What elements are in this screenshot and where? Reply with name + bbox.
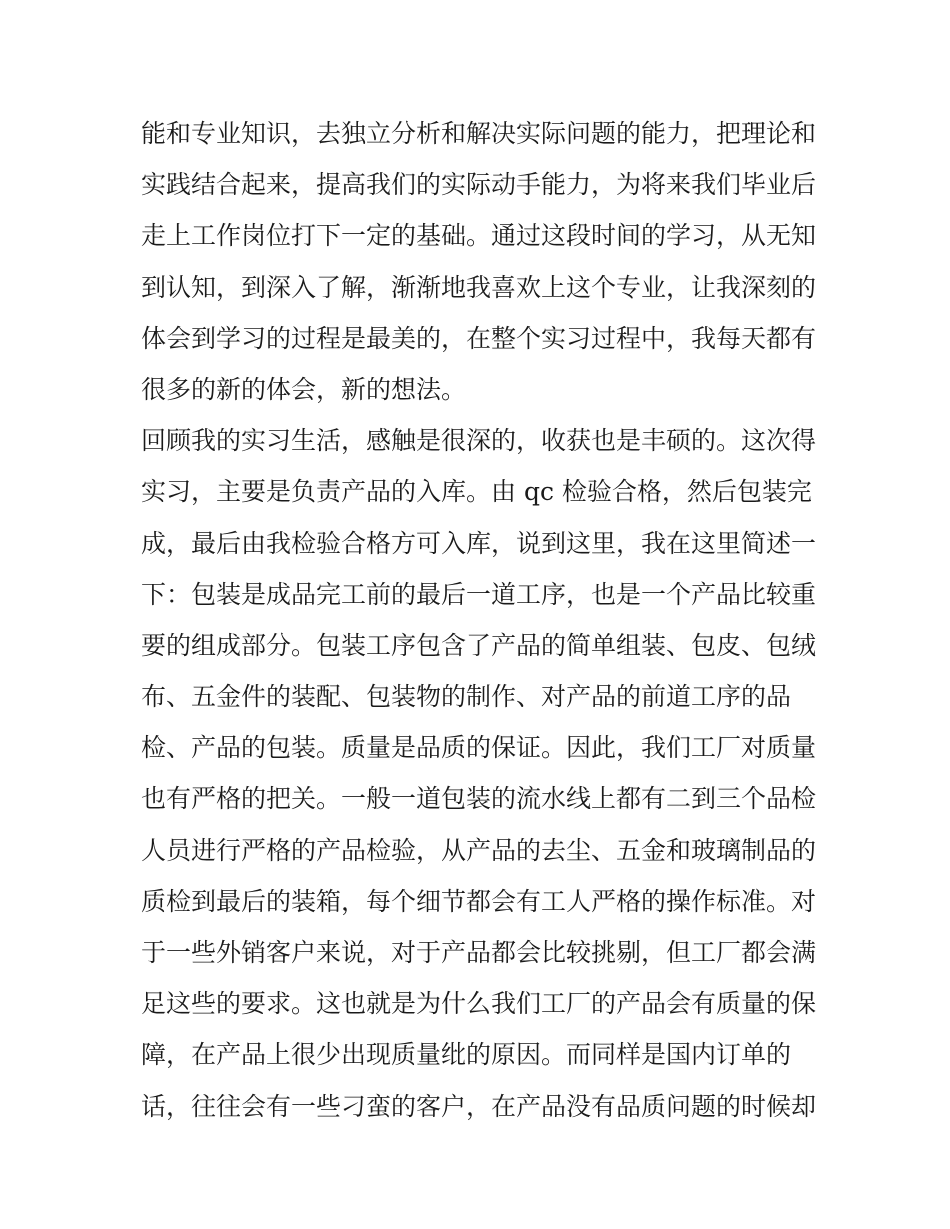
text-line: 障，在产品上很少出现质量纰的原因。而同样是国内订单的 [141,1040,792,1070]
text-line: 人员进行严格的产品检验，从产品的去尘、五金和玻璃制品的 [141,835,817,865]
text-line: 走上工作岗位打下一定的基础。通过这段时间的学习，从无知 [141,221,817,251]
text-line: 下：包装是成品完工前的最后一道工序，也是一个产品比较重 [141,579,817,609]
text-line: 到认知，到深入了解，渐渐地我喜欢上这个专业，让我深刻的 [141,272,817,302]
text-line: 于一些外销客户来说，对于产品都会比较挑剔，但工厂都会满 [141,938,817,967]
text-line: 实习，主要是负责产品的入库。由 qc 检验合格，然后包装完 [141,477,812,507]
text-line: 布、五金件的装配、包装物的制作、对产品的前道工序的品 [141,682,792,712]
text-line: 回顾我的实习生活，感触是很深的，收获也是丰硕的。这次得 [141,426,817,456]
text-line: 也有严格的把关。一般一道包装的流水线上都有二到三个品检 [141,784,817,814]
body-text [141,108,821,1132]
text-line: 很多的新的体会，新的想法。 [141,374,467,404]
text-line: 实践结合起来，提高我们的实际动手能力，为将来我们毕业后 [141,170,817,200]
text-line: 话，往往会有一些刁蛮的客户，在产品没有品质问题的时候却 [141,1091,817,1121]
text-line: 体会到学习的过程是最美的，在整个实习过程中，我每天都有 [141,323,817,353]
text-line: 成，最后由我检验合格方可入库，说到这里，我在这里简述一 [141,528,817,558]
text-line: 能和专业知识，去独立分析和解决实际问题的能力，把理论和 [141,119,817,148]
text-line: 检、产品的包装。质量是品质的保证。因此，我们工厂对质量 [141,733,817,763]
text-line: 质检到最后的装箱，每个细节都会有工人严格的操作标准。对 [141,886,817,916]
text-line: 要的组成部分。包装工序包含了产品的简单组装、包皮、包绒 [141,630,817,660]
text-line: 足这些的要求。这也就是为什么我们工厂的产品会有质量的保 [141,989,817,1019]
